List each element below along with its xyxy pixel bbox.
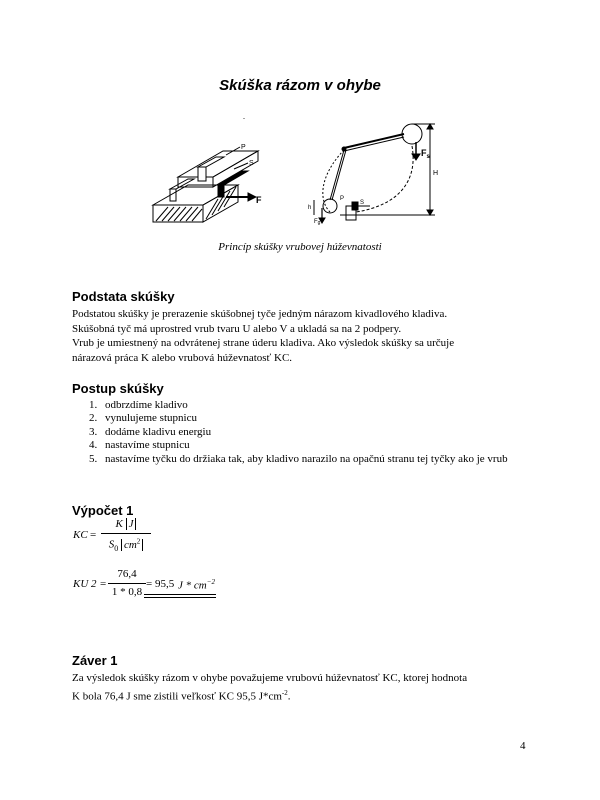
list-item: 4. nastavíme stupnicu	[89, 439, 190, 452]
podstata-line: Skúšobná tyč má uprostred vrub tvaru U alebo V a ukladá sa na 2 podpery.	[72, 322, 402, 335]
specimen-support-figure	[148, 127, 278, 227]
podstata-line: Vrub je umiestnený na odvrátenej strane úderu kladiva. Ako výsledok skúšky sa určuje	[72, 337, 455, 350]
label-fg: Fg	[314, 219, 321, 226]
heading-postup: Postup skúšky	[72, 381, 164, 396]
podstata-line: Podstatou skúšky je prerazenie skúšobnej tyče jedným nárazom kivadlového kladiva.	[72, 308, 448, 320]
zaver-text	[72, 671, 542, 704]
label-p2: P	[340, 196, 345, 202]
label-h-big: H	[433, 170, 439, 177]
figure-caption: Princíp skúšky vrubovej húževnatosti	[218, 241, 382, 253]
list-item: 5. nastavíme tyčku do držiaka tak, aby kladivo narazilo na opačnú stranu tej tyčky ako je vrub	[89, 452, 508, 465]
heading-podstata: Podstata skúšky	[72, 289, 175, 304]
list-item: 2. vynulujeme stupnicu	[89, 412, 197, 425]
label-h-small: h	[308, 205, 312, 211]
podstata-text	[72, 307, 542, 365]
zaver-line: K bola 76,4 J sme zistili veľkosť KC 95,5 $J*cm^{-2}$.	[72, 688, 291, 703]
label-f: F	[256, 195, 262, 205]
zaver-line: Za výsledok skúšky rázom v ohybe považujeme vrubovú húževnatosť KC, ktorej hodnota	[72, 672, 468, 684]
label-s2: S	[360, 200, 365, 206]
podstata-line: nárazová práca K alebo vrubová húževnatosť KC.	[72, 351, 293, 364]
heading-zaver: Záver 1	[72, 653, 118, 668]
page-title: Skúška rázom v ohybe	[219, 77, 381, 94]
pendulum-figure	[300, 120, 450, 230]
list-item: 1. odbrzdíme kladivo	[89, 399, 188, 411]
steps-list	[72, 399, 542, 466]
heading-vypocet: Výpočet 1	[72, 503, 134, 518]
list-item: 3. dodáme kladivu energiu	[89, 425, 212, 438]
stray-dot: .	[243, 112, 245, 121]
label-p: P	[241, 144, 246, 151]
label-fs: $F_s$	[421, 148, 430, 160]
label-s: S	[249, 160, 254, 167]
page-number: 4	[520, 740, 526, 752]
